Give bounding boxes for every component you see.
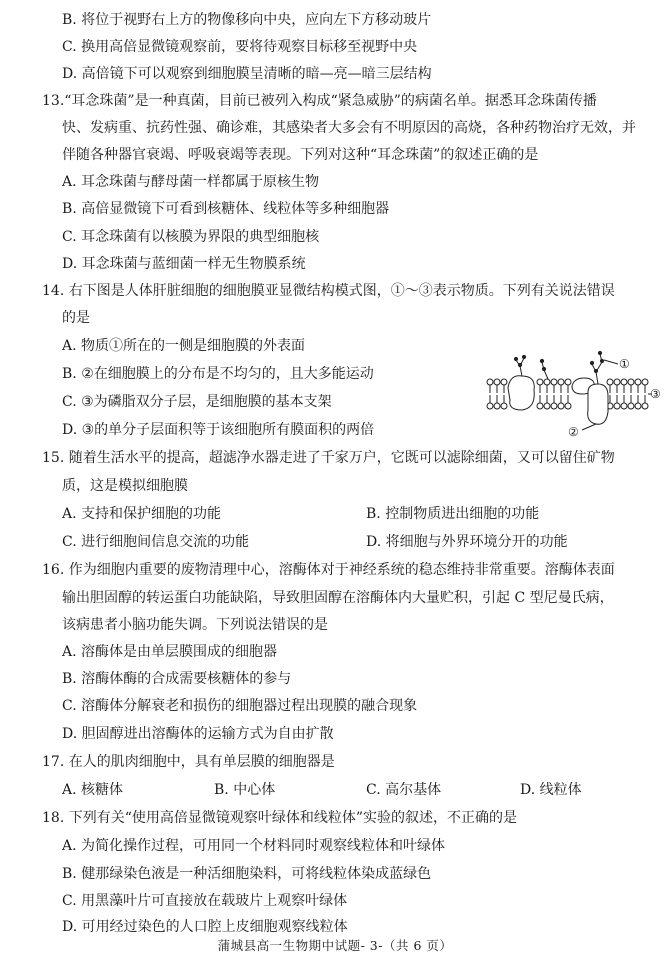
q15-option-d: D. 将细胞与外界环境分开的功能: [366, 534, 568, 550]
q17-options-row: [0, 777, 670, 803]
q15-options-row1: [0, 501, 670, 527]
diagram-label-1: ①: [619, 357, 630, 371]
q14-stem-line2: 的是: [62, 310, 90, 326]
q13-option-c: C. 耳念珠菌有以核膜为界限的典型细胞核: [62, 229, 320, 245]
q14-option-d: D. ③的单分子层面积等于该细胞所有膜面积的两倍: [62, 422, 375, 438]
protein-right: [588, 384, 608, 424]
q18-stem: 18. 下列有关“使用高倍显微镜观察叶绿体和线粒体”实验的叙述，不正确的是: [42, 810, 518, 826]
q16-stem-line2: 输出胆固醇的转运蛋白功能缺陷，导致胆固醇在溶酶体内大量贮积，引起 C 型尼曼氏病，: [62, 590, 614, 606]
diagram-label-2: ②: [568, 425, 579, 439]
q16-option-d: D. 胆固醇进出溶酶体的运输方式为自由扩散: [62, 726, 334, 742]
q13-option-d: D. 耳念珠菌与蓝细菌一样无生物膜系统: [62, 256, 306, 272]
page-footer: 蒲城县高一生物期中试题- 3-（共 6 页）: [217, 938, 453, 953]
q12-option-b: B. 将位于视野右上方的物像移向中央，应向左下方移动玻片: [62, 12, 432, 28]
q12-option-c: C. 换用高倍显微镜观察前，要将待观察目标移至视野中央: [62, 39, 418, 55]
leader-1: [604, 360, 618, 364]
q16-option-a: A. 溶酶体是由单层膜围成的细胞器: [62, 644, 278, 660]
diagram-label-3: ③: [650, 387, 661, 401]
q17-stem: 17. 在人的肌肉细胞中，具有单层膜的细胞器是: [42, 754, 335, 770]
q17-option-d: D. 线粒体: [520, 782, 582, 798]
q16-stem-line1: 16. 作为细胞内重要的废物清理中心，溶酶体对于神经系统的稳态维持非常重要。溶酶体表面: [42, 562, 615, 578]
q15-stem-line2: 质，这是模拟细胞膜: [62, 478, 188, 494]
leader-2: [582, 424, 596, 430]
q15-option-a: A. 支持和保护细胞的功能: [62, 506, 222, 522]
q13-stem-line1: 13.“耳念珠菌”是一种真菌，目前已被列入构成“紧急威胁”的病菌名单。据悉耳念珠菌传播: [42, 93, 597, 109]
q14-option-a: A. 物质①所在的一侧是细胞膜的外表面: [62, 338, 306, 354]
q15-stem-line1: 15. 随着生活水平的提高，超滤净水器走进了千家万户，它既可以滤除细菌，又可以留住矿物: [42, 450, 615, 466]
membrane-svg: [482, 348, 662, 440]
q18-option-d: D. 可用经过染色的人口腔上皮细胞观察线粒体: [62, 919, 348, 935]
q18-option-a: A. 为简化操作过程，可用同一个材料同时观察线粒体和叶绿体: [62, 838, 446, 854]
q14-option-b: B. ②在细胞膜上的分布是不均匀的，且大多能运动: [62, 366, 374, 382]
q16-option-b: B. 溶酶体酶的合成需要核糖体的参与: [62, 671, 292, 687]
q18-option-b: B. 健那绿染色液是一种活细胞染料，可将线粒体染成蓝绿色: [62, 866, 432, 882]
q12-option-d: D. 高倍镜下可以观察到细胞膜呈清晰的暗—亮—暗三层结构: [62, 66, 432, 82]
protein-left: [508, 376, 534, 410]
q14-stem-line1: 14. 右下图是人体肝脏细胞的细胞膜亚显微结构模式图，①～③表示物质。下列有关说法错误: [42, 283, 615, 299]
q13-stem-line3: 伴随各种器官衰竭、呼吸衰竭等表现。下列对这种“耳念珠菌”的叙述正确的是: [62, 147, 539, 163]
q17-option-c: C. 高尔基体: [366, 782, 442, 798]
q13-stem-line2: 快、发病重、抗药性强、确诊难，其感染者大多会有不明原因的高烧，各种药物治疗无效，并: [62, 120, 636, 136]
q13-option-b: B. 高倍显微镜下可看到核糖体、线粒体等多种细胞器: [62, 201, 390, 217]
q17-option-b: B. 中心体: [214, 782, 276, 798]
q15-option-c: C. 进行细胞间信息交流的功能: [62, 534, 250, 550]
q17-option-a: A. 核糖体: [62, 782, 124, 798]
q15-option-b: B. 控制物质进出细胞的功能: [366, 506, 540, 522]
glycoprotein-chain-right: [592, 354, 602, 384]
q14-option-c: C. ③为磷脂双分子层，是细胞膜的基本支架: [62, 394, 332, 410]
q13-option-a: A. 耳念珠菌与酵母菌一样都属于原核生物: [62, 174, 320, 190]
q16-stem-line3: 该病患者小脑功能失调。下列说法错误的是: [62, 617, 328, 633]
cell-membrane-diagram: [482, 348, 662, 440]
q16-option-c: C. 溶酶体分解衰老和损伤的细胞器过程出现膜的融合现象: [62, 698, 418, 714]
q18-option-c: C. 用黑藻叶片可直接放在载玻片上观察叶绿体: [62, 893, 348, 909]
q15-options-row2: [0, 529, 670, 555]
